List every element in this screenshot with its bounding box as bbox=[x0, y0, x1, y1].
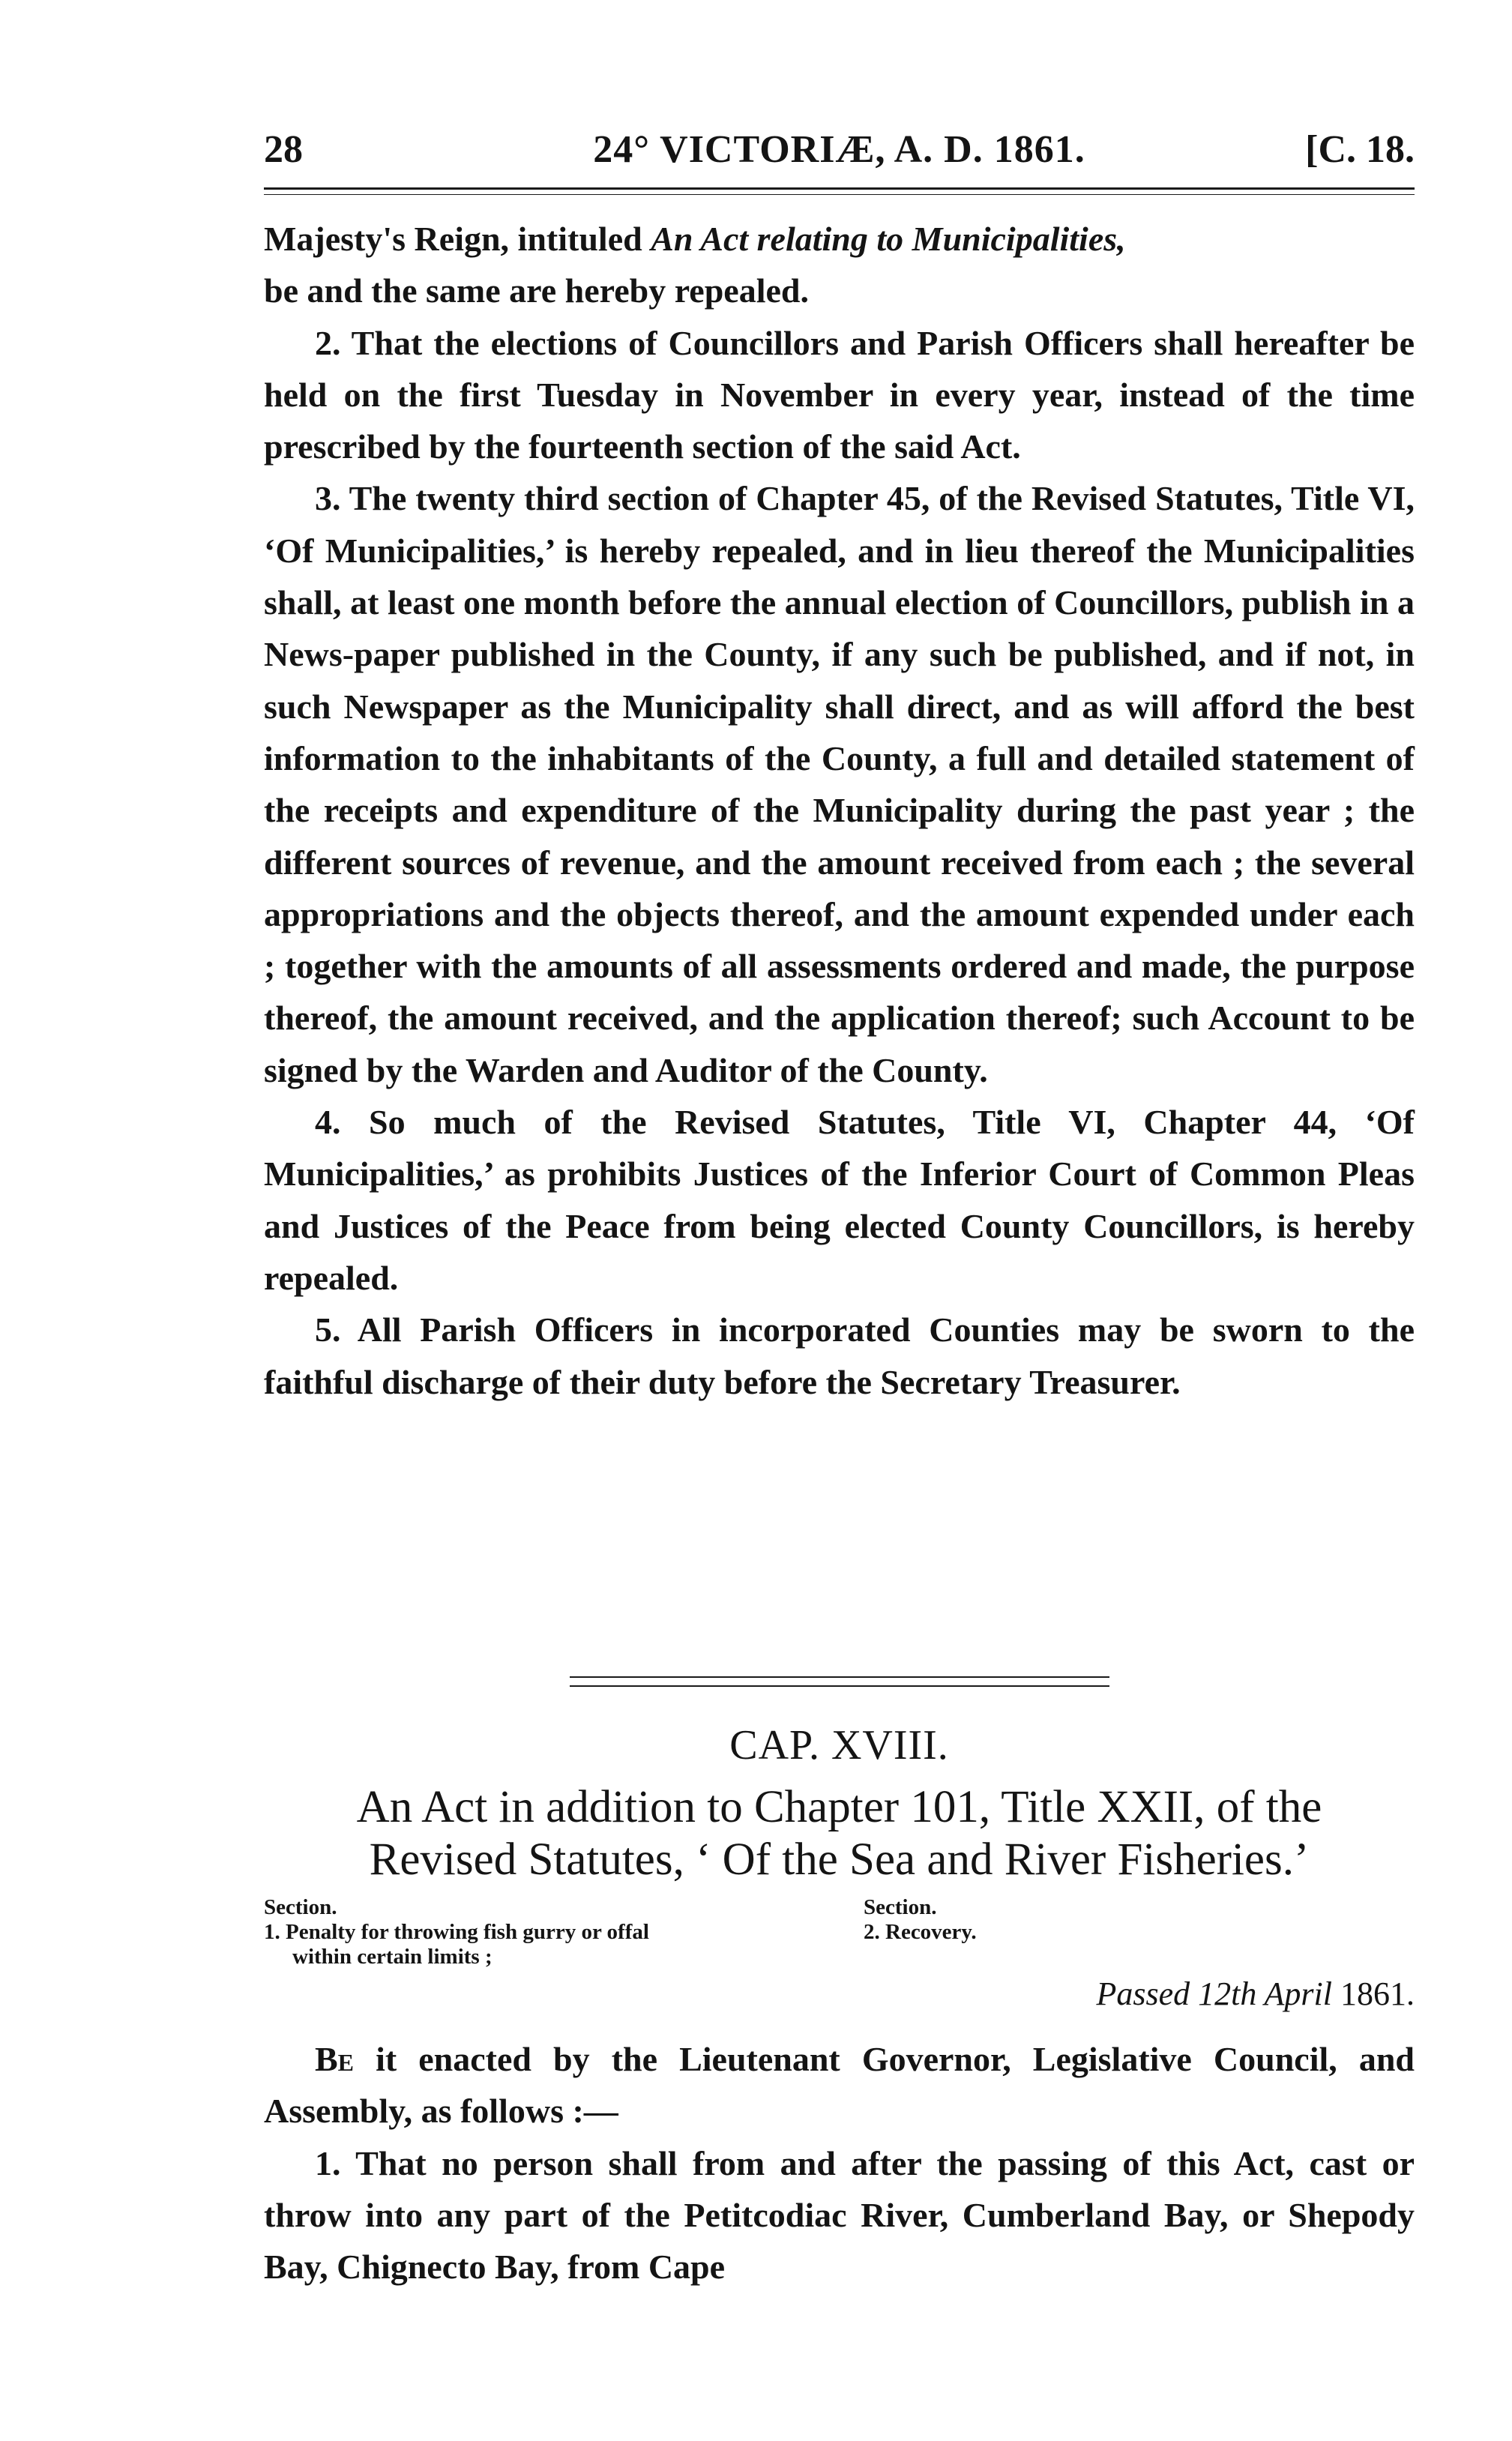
passed-date: Passed 12th April 1861. bbox=[1096, 1975, 1415, 2012]
enacting-initial: Be bbox=[315, 2040, 355, 2078]
section-summary-col-1 bbox=[264, 1895, 649, 1969]
section-summary-item-2: 2. Recovery. bbox=[864, 1920, 977, 1944]
chapter-divider-top bbox=[570, 1676, 1109, 1678]
section-3: 3. The twenty third section of Chapter 45, of the Revised Statutes, Title VI, ‘Of Municipalities,’ is hereby repealed, and in lieu thereof the Municipalities shall, at least one month before the annual election of Councillors, publish in a News-paper published in the County, if any such be published, and if not, in such Newspaper as the Municipality shall direct, and as will afford the best information to the inhabitants of the County, a full and detailed statement of the receipts and expenditure of the Municipality during the past year ; the different sources of revenue, and the amount received from each ; the several appropriations and the objects thereof, and the amount expended under each ; together with the amounts of all assessments ordered and made, the purpose thereof, the amount received, and the application thereof; such Account to be signed by the Warden and Auditor of the County. bbox=[264, 479, 1415, 1089]
act-title bbox=[264, 1781, 1415, 1886]
chapter-divider-bottom bbox=[570, 1685, 1109, 1687]
repealed-act-title: An Act relating to Municipalities, bbox=[651, 220, 1126, 258]
section-summary-heading-2: Section. bbox=[864, 1895, 937, 1919]
section-2: 2. That the elections of Councillors and Parish Officers shall hereafter be held on the first Tuesday in November in every year, instead of the time prescribed by the fourteenth section of the said Act. bbox=[264, 323, 1415, 466]
page-number: 28 bbox=[264, 128, 303, 171]
enacting-clause: Be it enacted by the Lieutenant Governor, Legislative Council, and Assembly, as follows :— bbox=[264, 2040, 1415, 2131]
continued-paragraph: Majesty's Reign, intituled An Act relating to Municipalities, be and the same are hereby repealed. bbox=[264, 220, 1126, 310]
header-rule-thin bbox=[264, 194, 1415, 195]
new-section-1: 1. That no person shall from and after the passing of this Act, cast or throw into any part of the Petitcodiac River, Cumberland Bay, or Shepody Bay, Chignecto Bay, from Cape bbox=[264, 2143, 1415, 2287]
chapter-reference: [C. 18. bbox=[1305, 128, 1415, 171]
running-header bbox=[264, 127, 1415, 180]
section-summary-item-1: 1. Penalty for throwing fish gurry or offal bbox=[264, 1920, 649, 1944]
header-rule-thick bbox=[264, 187, 1415, 190]
act-title-line-1: An Act in addition to Chapter 101, Title XXII, of the bbox=[356, 1782, 1322, 1832]
statute-text-lower bbox=[264, 2033, 1415, 2293]
section-5: 5. All Parish Officers in incorporated Counties may be sworn to the faithful discharge of their duty before the Secretary Treasurer. bbox=[264, 1310, 1415, 1401]
section-summary-item-1-cont: within certain limits ; bbox=[292, 1945, 493, 1969]
section-summary-col-2 bbox=[864, 1895, 977, 1945]
statute-text-upper bbox=[264, 213, 1415, 1408]
section-summary-heading: Section. bbox=[264, 1895, 337, 1919]
running-title: 24° VICTORIÆ, A. D. 1861. bbox=[593, 128, 1085, 171]
section-4: 4. So much of the Revised Statutes, Title VI, Chapter 44, ‘Of Municipalities,’ as prohibits Justices of the Inferior Court of Common Pleas and Justices of the Peace from being elected County Councillors, is hereby repealed. bbox=[264, 1103, 1415, 1297]
chapter-heading: CAP. XVIII. bbox=[729, 1722, 949, 1769]
act-title-line-2: Revised Statutes, ‘ Of the Sea and River Fisheries.’ bbox=[369, 1834, 1310, 1885]
